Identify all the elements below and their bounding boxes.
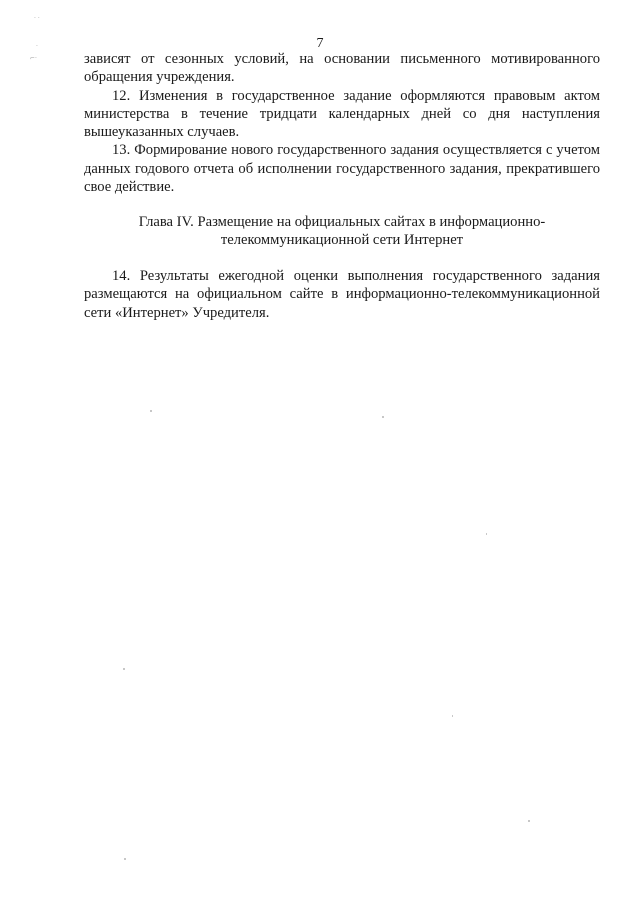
paragraph-12: 12. Изменения в государственное задание оформляются правовым актом министерства в течение тридцати календарных дней со дня наступления вышеуказанных случаев. xyxy=(84,87,600,141)
scan-speck xyxy=(124,858,126,860)
scan-speck xyxy=(486,533,487,535)
page-number: 7 xyxy=(316,36,324,51)
chapter-heading xyxy=(84,213,600,250)
chapter-heading-line-2: телекоммуникационной сети Интернет xyxy=(220,232,464,249)
chapter-heading-line-1: Глава IV. Размещение на официальных сайтах в информационно- xyxy=(138,214,546,230)
scan-mark: · · xyxy=(34,15,40,22)
body-text-bottom xyxy=(84,267,600,322)
scan-speck xyxy=(123,668,125,670)
body-text-top xyxy=(84,50,600,196)
scan-mark: · xyxy=(36,43,38,50)
paragraph-13: 13. Формирование нового государственного задания осуществляется с учетом данных годового отчета об исполнении государственного задания, прекратившего свое действие. xyxy=(84,142,600,196)
paragraph-continuation: зависят от сезонных условий, на основании письменного мотивированного обращения учреждения. xyxy=(84,51,600,86)
paragraph-14: 14. Результаты ежегодной оценки выполнения государственного задания размещаются на официальном сайте в информационно-телекоммуникационной сети «Интернет» Учредителя. xyxy=(84,268,600,321)
scan-mark: ⌐· xyxy=(30,55,37,62)
scan-speck xyxy=(150,410,152,412)
scan-speck xyxy=(382,416,384,418)
scan-speck xyxy=(528,820,530,822)
scan-speck xyxy=(452,715,453,717)
